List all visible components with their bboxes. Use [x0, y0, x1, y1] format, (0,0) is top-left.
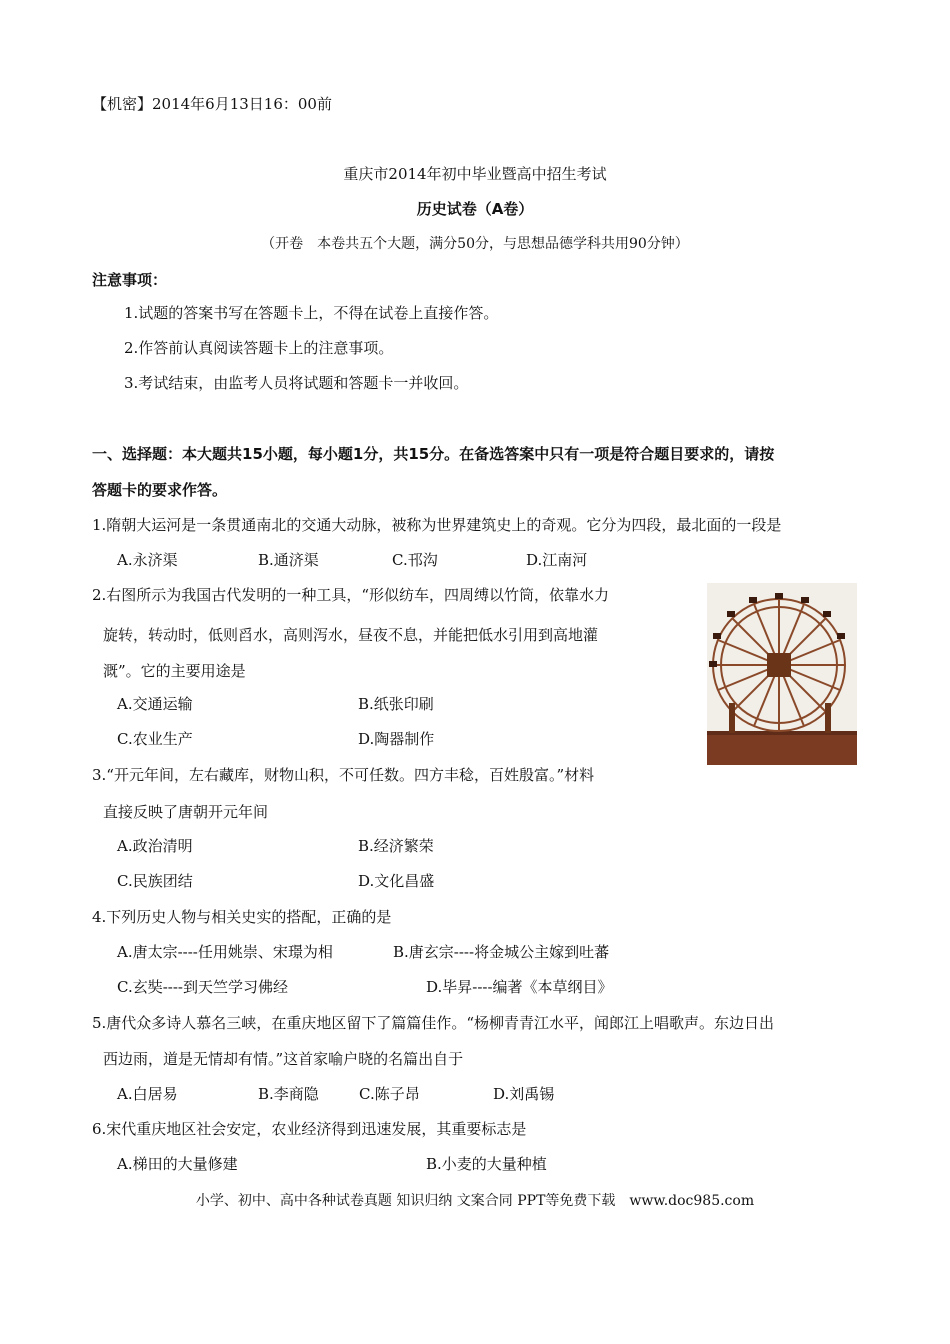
question-3-option-b: B.经济繁荣 [358, 837, 434, 855]
paper-title: 历史试卷（A卷） [416, 200, 534, 218]
question-1-option-a: A.永济渠 [117, 551, 178, 569]
note-item: 1.试题的答案书写在答题卡上，不得在试卷上直接作答。 [124, 304, 499, 322]
exam-title: 重庆市2014年初中毕业暨高中招生考试 [343, 165, 607, 183]
question-6-stem: 6.宋代重庆地区社会安定，农业经济得到迅速发展，其重要标志是 [92, 1120, 527, 1138]
question-2-stem-cont: 溉”。它的主要用途是 [103, 662, 246, 680]
question-3-option-c: C.民族团结 [117, 872, 193, 890]
question-4-option-c: C.玄奘----到天竺学习佛经 [117, 978, 288, 996]
waterwheel-image [707, 583, 857, 765]
question-2-stem: 2.右图所示为我国古代发明的一种工具，“形似纺车，四周缚以竹筒，依靠水力 [92, 586, 609, 604]
question-5-option-d: D.刘禹锡 [493, 1085, 555, 1103]
note-item: 3.考试结束，由监考人员将试题和答题卡一并收回。 [124, 374, 469, 392]
section-heading: 一、选择题：本大题共15小题，每小题1分，共15分。在备选答案中只有一项是符合题目要求的，请按 [92, 445, 775, 463]
question-4-stem: 4.下列历史人物与相关史实的搭配，正确的是 [92, 908, 392, 926]
question-5-option-b: B.李商隐 [258, 1085, 319, 1103]
notes-heading: 注意事项： [92, 271, 168, 289]
question-5-stem: 5.唐代众多诗人慕名三峡，在重庆地区留下了篇篇佳作。“杨柳青青江水平，闻郎江上唱歌声。东边日出 [92, 1014, 774, 1032]
question-4-option-a: A.唐太宗----任用姚崇、宋璟为相 [117, 943, 333, 961]
question-1-option-b: B.通济渠 [258, 551, 319, 569]
question-3-option-a: A.政治清明 [117, 837, 193, 855]
page-footer: 小学、初中、高中各种试卷真题 知识归纳 文案合同 PPT等免费下载 www.doc985.com [195, 1193, 755, 1209]
question-2-stem-cont: 旋转，转动时，低则舀水，高则泻水，昼夜不息，并能把低水引用到高地灌 [103, 626, 599, 644]
question-2-option-a: A.交通运输 [117, 695, 193, 713]
question-2-option-c: C.农业生产 [117, 730, 193, 748]
question-4-option-d: D.毕昇----编著《本草纲目》 [426, 978, 613, 996]
question-2-option-b: B.纸张印刷 [358, 695, 434, 713]
question-1-option-d: D.江南河 [526, 551, 588, 569]
question-6-option-b: B.小麦的大量种植 [426, 1155, 547, 1173]
question-3-option-d: D.文化昌盛 [358, 872, 435, 890]
note-item: 2.作答前认真阅读答题卡上的注意事项。 [124, 339, 394, 357]
question-5-option-a: A.白居易 [117, 1085, 178, 1103]
confidential-notice: 【机密】2014年6月13日16：00前 [92, 95, 332, 113]
question-4-option-b: B.唐玄宗----将金城公主嫁到吐蕃 [393, 943, 610, 961]
question-6-option-a: A.梯田的大量修建 [117, 1155, 238, 1173]
question-5-stem-cont: 西边雨，道是无情却有情。”这首家喻户晓的名篇出自于 [103, 1050, 464, 1068]
question-2-option-d: D.陶器制作 [358, 730, 435, 748]
paper-note: （开卷 本卷共五个大题，满分50分，与思想品德学科共用90分钟） [261, 236, 689, 252]
question-1-option-c: C.邗沟 [392, 551, 438, 569]
question-1-stem: 1.隋朝大运河是一条贯通南北的交通大动脉，被称为世界建筑史上的奇观。它分为四段，最北面的一段是 [92, 516, 782, 534]
question-3-stem-cont: 直接反映了唐朝开元年间 [103, 803, 269, 821]
section-heading-cont: 答题卡的要求作答。 [92, 481, 228, 499]
question-5-option-c: C.陈子昂 [359, 1085, 420, 1103]
question-3-stem: 3.“开元年间，左右藏库，财物山积，不可任数。四方丰稔，百姓殷富。”材料 [92, 766, 595, 784]
